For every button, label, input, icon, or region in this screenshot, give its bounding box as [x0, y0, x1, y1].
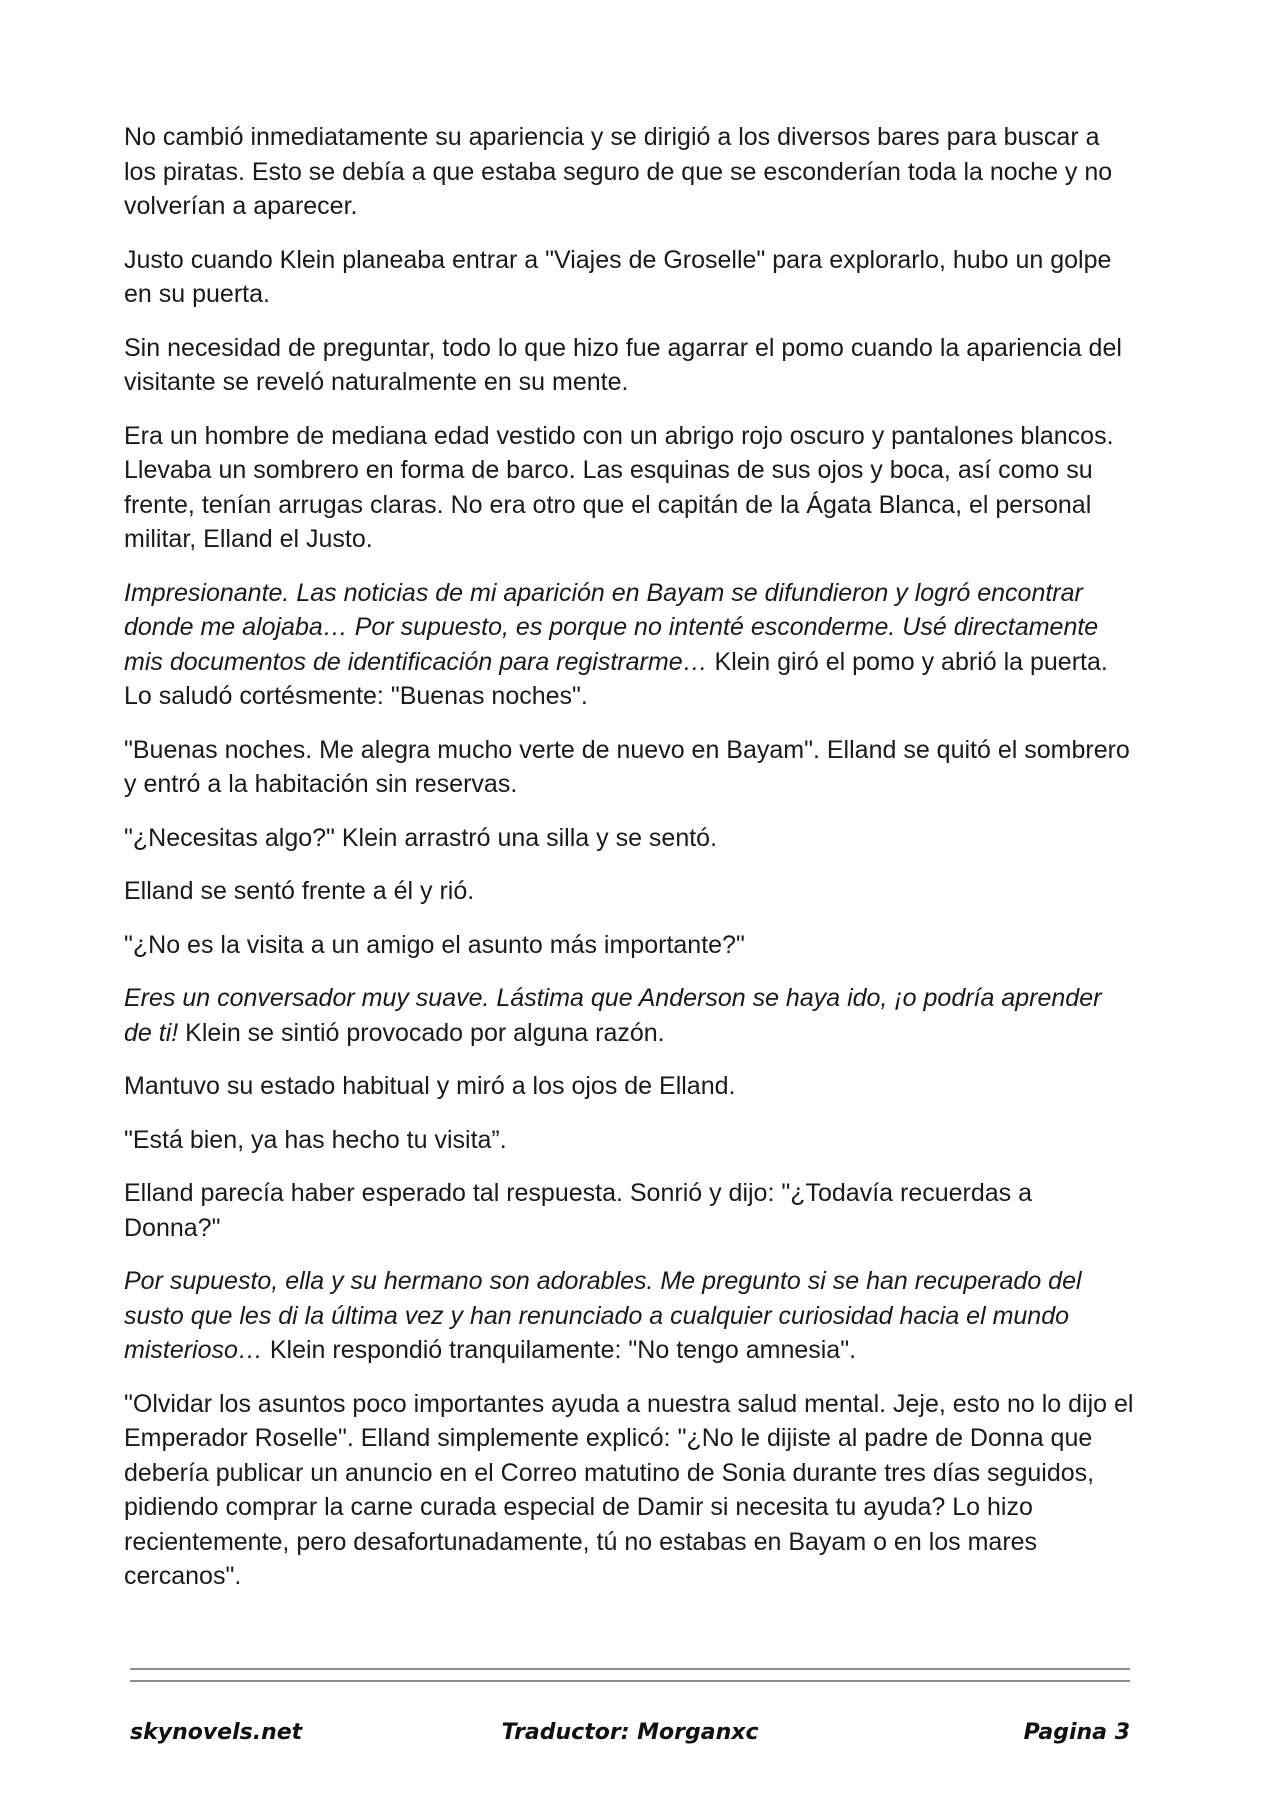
- footer-rule-bottom: [130, 1680, 1130, 1682]
- paragraph: [124, 1069, 1134, 1104]
- paragraph-text: "Olvidar los asuntos poco importantes ayuda a nuestra salud mental. Jeje, esto no lo dijo el Emperador Roselle". Elland simplemente explicó: "¿No le dijiste al padre de Donna que debería publicar un anuncio en el Correo matutino de Sonia durante tres días seguidos, pidiendo comprar la carne curada especial de Damir si necesita tu ayuda? Lo hizo recientemente, pero desafortunadamente, tú no estabas en Bayam o en los mares cercanos".: [124, 1389, 1134, 1590]
- paragraph-text: Mantuvo su estado habitual y miró a los ojos de Elland.: [124, 1072, 736, 1100]
- paragraph: [124, 331, 1134, 400]
- paragraph: [124, 1123, 1134, 1158]
- footer-rule-top: [130, 1668, 1130, 1670]
- paragraph-text: "¿No es la visita a un amigo el asunto más importante?": [124, 930, 745, 959]
- paragraph: [124, 120, 1134, 224]
- page-footer: [130, 1712, 1130, 1752]
- paragraph-text: Justo cuando Klein planeaba entrar a "Viajes de Groselle" para explorarlo, hubo un golpe en su puerta.: [124, 245, 1112, 308]
- paragraph: [124, 928, 1134, 963]
- paragraph: [124, 1176, 1134, 1245]
- footer-page-number: Pagina 3: [1023, 1719, 1130, 1745]
- paragraph: [124, 576, 1134, 714]
- footer-divider: [130, 1668, 1130, 1692]
- paragraph: [124, 821, 1134, 856]
- paragraph-text: Klein se sintió provocado por alguna razón.: [178, 1018, 665, 1047]
- paragraph-text: "¿Necesitas algo?" Klein arrastró una silla y se sentó.: [124, 823, 718, 852]
- paragraph-text: No cambió inmediatamente su apariencia y se dirigió a los diversos bares para buscar a los piratas. Esto se debía a que estaba seguro de que se esconderían toda la noche y no volverían a aparecer.: [124, 123, 1113, 220]
- paragraph-text: "Está bien, ya has hecho tu visita”.: [124, 1125, 507, 1154]
- paragraph: [124, 243, 1134, 312]
- paragraph-text: Elland parecía haber esperado tal respuesta. Sonrió y dijo: "¿Todavía recuerdas a Donna?": [124, 1179, 1033, 1242]
- paragraph-text: Klein giró el pomo y abrió la puerta. Lo saludó cortésmente: "Buenas noches".: [124, 647, 1108, 710]
- paragraph: [124, 1264, 1134, 1368]
- paragraph: [124, 981, 1134, 1050]
- paragraph-text: "Buenas noches. Me alegra mucho verte de nuevo en Bayam". Elland se quitó el sombrero y entró a la habitación sin reservas.: [124, 735, 1130, 798]
- paragraph: [124, 874, 1134, 909]
- paragraph: [124, 733, 1134, 802]
- footer-translator: Traductor: Morganxc: [501, 1719, 759, 1745]
- italic-thought-text: Eres un conversador muy suave. Lástima que Anderson se haya ido, ¡o podría aprender de ti!: [124, 984, 1102, 1047]
- italic-thought-text: Por supuesto, ella y su hermano son adorables. Me pregunto si se han recuperado del susto que les di la última vez y han renunciado a cualquier curiosidad hacia el mundo misterioso…: [124, 1267, 1082, 1364]
- document-body: [124, 120, 1134, 1613]
- paragraph: [124, 419, 1134, 557]
- paragraph-text: Klein respondió tranquilamente: "No tengo amnesia".: [262, 1336, 857, 1364]
- italic-thought-text: Impresionante. Las noticias de mi aparición en Bayam se difundieron y logró encontrar donde me alojaba… Por supuesto, es porque no intenté esconderme. Usé directamente mis documentos de identificación para registrarme…: [124, 578, 1099, 676]
- paragraph: [124, 1387, 1134, 1594]
- paragraph-text: Sin necesidad de preguntar, todo lo que hizo fue agarrar el pomo cuando la apariencia del visitante se reveló naturalmente en su mente.: [124, 333, 1122, 396]
- paragraph-text: Elland se sentó frente a él y rió.: [124, 877, 475, 905]
- paragraph-text: Era un hombre de mediana edad vestido con un abrigo rojo oscuro y pantalones blancos. Llevaba un sombrero en forma de barco. Las esquinas de sus ojos y boca, así como su frente, tenían arrugas claras. No era otro que el capitán de la Ágata Blanca, el personal militar, Elland el Justo.: [124, 421, 1114, 553]
- footer-site: skynovels.net: [130, 1719, 303, 1745]
